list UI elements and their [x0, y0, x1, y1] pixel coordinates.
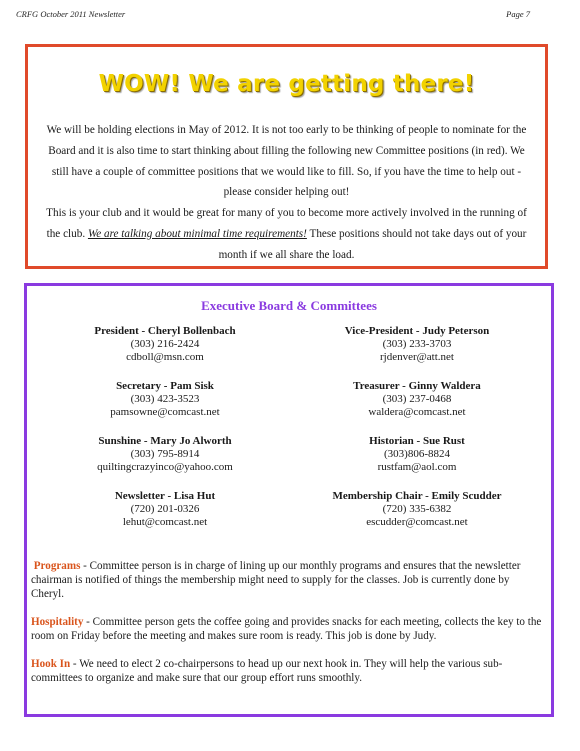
page-number: Page 7: [506, 9, 530, 19]
programs-text: - Committee person is in charge of lining up our monthly programs and ensures that the newsletter chairman is notified of things the membership might need to supply for the classes. Job is currently done by Cheryl.: [31, 560, 521, 600]
officer-secretary: [40, 380, 290, 435]
officer-role: President - Cheryl Bollenbach: [94, 325, 236, 337]
board-committees-box: [24, 283, 554, 717]
board-title: Executive Board & Committees: [201, 298, 377, 313]
announcement-paragraph-2: [40, 203, 533, 265]
officer-email: rustfam@aol.com: [377, 461, 457, 474]
newsletter-header-title: CRFG October 2011 Newsletter: [16, 9, 126, 19]
officer-phone: (303) 216-2424: [130, 338, 200, 351]
programs-description: [31, 560, 543, 601]
officer-phone: (720) 201-0326: [130, 503, 200, 516]
officer-role: Vice-President - Judy Peterson: [344, 325, 490, 337]
officer-role: Newsletter - Lisa Hut: [114, 490, 216, 502]
officer-email: waldera@comcast.net: [368, 406, 466, 419]
hospitality-label: Hospitality: [31, 616, 84, 628]
officer-phone: (303) 233-3703: [382, 338, 452, 351]
announcement-headline: WOW! We are getting there!: [98, 71, 475, 97]
officer-treasurer: [292, 380, 542, 435]
officer-email: escudder@comcast.net: [366, 516, 468, 529]
hook-in-description: [31, 658, 543, 686]
elections-announcement-box: [25, 44, 548, 269]
officer-president: [40, 325, 290, 380]
announcement-text: [40, 120, 533, 266]
officer-role: Historian - Sue Rust: [369, 435, 465, 447]
hospitality-text: - Committee person gets the coffee going and provides snacks for each meeting, collects the key to the room on Friday before the meeting and makes sure room is ready. This job is done by Judy.: [31, 616, 542, 642]
officer-phone: (303) 423-3523: [130, 393, 200, 406]
officer-vice-president: [292, 325, 542, 380]
hospitality-description: [31, 616, 543, 644]
officer-membership-chair: [292, 490, 542, 545]
officer-sunshine: [40, 435, 290, 490]
officer-email: lehut@comcast.net: [122, 516, 208, 529]
hook-in-text: - We need to elect 2 co-chairpersons to head up our next hook in. They will help the various sub-committees to organize and make sure that our group effort runs smoothly.: [31, 658, 503, 684]
officer-role: Sunshine - Mary Jo Alworth: [98, 435, 232, 447]
board-left-column: [40, 325, 290, 545]
paragraph-2-start: This is your club and it would be great for many of you to become more actively involved in the running of the club.: [46, 207, 527, 240]
officer-email: pamsowne@comcast.net: [110, 406, 220, 419]
officer-newsletter: [40, 490, 290, 545]
officer-role: Secretary - Pam Sisk: [116, 380, 214, 392]
hook-in-label: Hook In: [31, 658, 71, 670]
officer-phone: (303) 795-8914: [130, 448, 200, 461]
minimal-time-emphasis: We are talking about minimal time requirements!: [87, 227, 307, 240]
officer-role: Treasurer - Ginny Waldera: [353, 380, 481, 392]
announcement-paragraph-1: We will be holding elections in May of 2012. It is not too early to be thinking of people to nominate for the Board and it is also time to start thinking about filling the following new Committee positions (in red). We still have a couple of committee positions that we would like to fill. So, if you have the time to help out - please consider helping out!: [46, 124, 527, 199]
officer-role: Membership Chair - Emily Scudder: [332, 490, 502, 502]
paragraph-2-end: These positions should not take days out of your month if we all share the load.: [218, 227, 527, 261]
board-right-column: [292, 325, 542, 545]
programs-label: Programs: [33, 560, 81, 572]
officer-email: quiltingcrazyinco@yahoo.com: [97, 461, 233, 474]
officer-historian: [292, 435, 542, 490]
officer-phone: (303)806-8824: [384, 448, 450, 461]
officer-phone: (720) 335-6382: [382, 503, 452, 516]
officer-email: rjdenver@att.net: [380, 351, 454, 364]
officer-email: cdboll@msn.com: [126, 351, 204, 364]
officer-phone: (303) 237-0468: [382, 393, 452, 406]
